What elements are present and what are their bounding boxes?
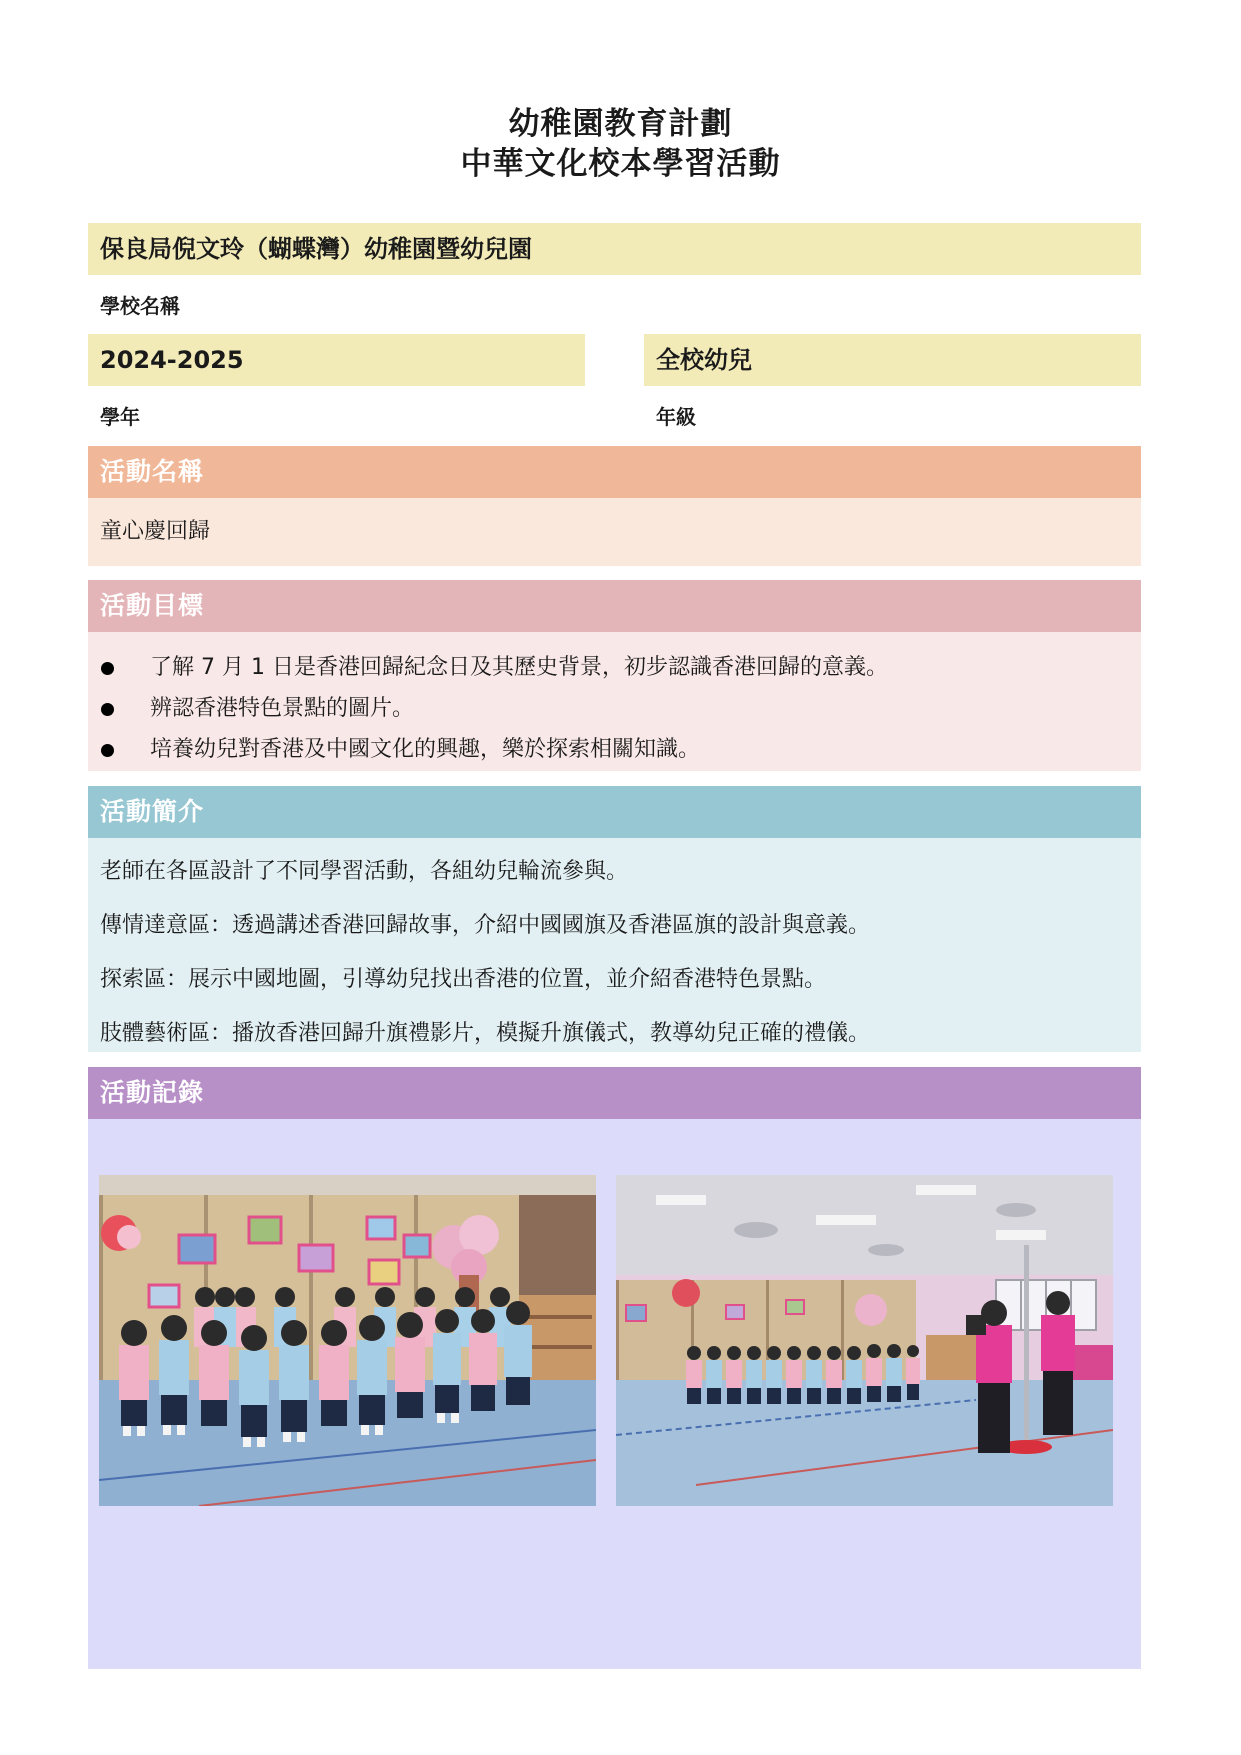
objective-item [88, 689, 1141, 729]
objectives-body [88, 632, 1141, 771]
introduction-body [88, 838, 1141, 1052]
school-name-band [88, 223, 1141, 275]
objective-text: 了解 7 月 1 日是香港回歸紀念日及其歷史背景，初步認識香港回歸的意義。 [150, 655, 888, 680]
introduction-heading: 活動簡介 [88, 786, 1141, 838]
school-name-label: 學校名稱 [100, 294, 180, 318]
page-title-line-1: 幼稚園教育計劃 [508, 106, 733, 142]
school-year: 2024-2025 [100, 346, 244, 374]
school-year-band [88, 334, 585, 386]
bullet-icon [101, 662, 114, 675]
introduction-line: 傳情達意區：透過講述香港回歸故事，介紹中國國旗及香港區旗的設計與意義。 [100, 913, 871, 938]
introduction-line: 肢體藝術區：播放香港回歸升旗禮影片，模擬升旗儀式，教導幼兒正確的禮儀。 [100, 1021, 871, 1046]
school-year-label: 學年 [100, 405, 140, 429]
introduction-line: 探索區：展示中國地圖，引導幼兒找出香港的位置，並介紹香港特色景點。 [100, 967, 827, 992]
objectives-heading: 活動目標 [88, 580, 1141, 632]
bullet-icon [101, 744, 114, 757]
activity-name-body [88, 498, 1141, 566]
objective-text: 培養幼兒對香港及中國文化的興趣，樂於探索相關知識。 [150, 737, 701, 762]
objective-item [88, 648, 1141, 688]
school-name: 保良局倪文玲（蝴蝶灣）幼稚園暨幼兒園 [100, 235, 532, 263]
activity-name-value: 童心慶回歸 [100, 519, 211, 544]
bullet-icon [101, 703, 114, 716]
introduction-line: 老師在各區設計了不同學習活動，各組幼兒輪流參與。 [100, 859, 629, 884]
grade-value: 全校幼兒 [656, 346, 752, 374]
records-heading: 活動記錄 [88, 1067, 1141, 1119]
objective-text: 辨認香港特色景點的圖片。 [150, 696, 415, 721]
grade-band [644, 334, 1141, 386]
activity-photo-2 [616, 1175, 1113, 1506]
grade-label: 年級 [656, 405, 696, 429]
objective-item [88, 730, 1141, 770]
activity-photo-1 [99, 1175, 596, 1506]
activity-name-heading: 活動名稱 [88, 446, 1141, 498]
page-title-line-2: 中華文化校本學習活動 [460, 146, 781, 182]
